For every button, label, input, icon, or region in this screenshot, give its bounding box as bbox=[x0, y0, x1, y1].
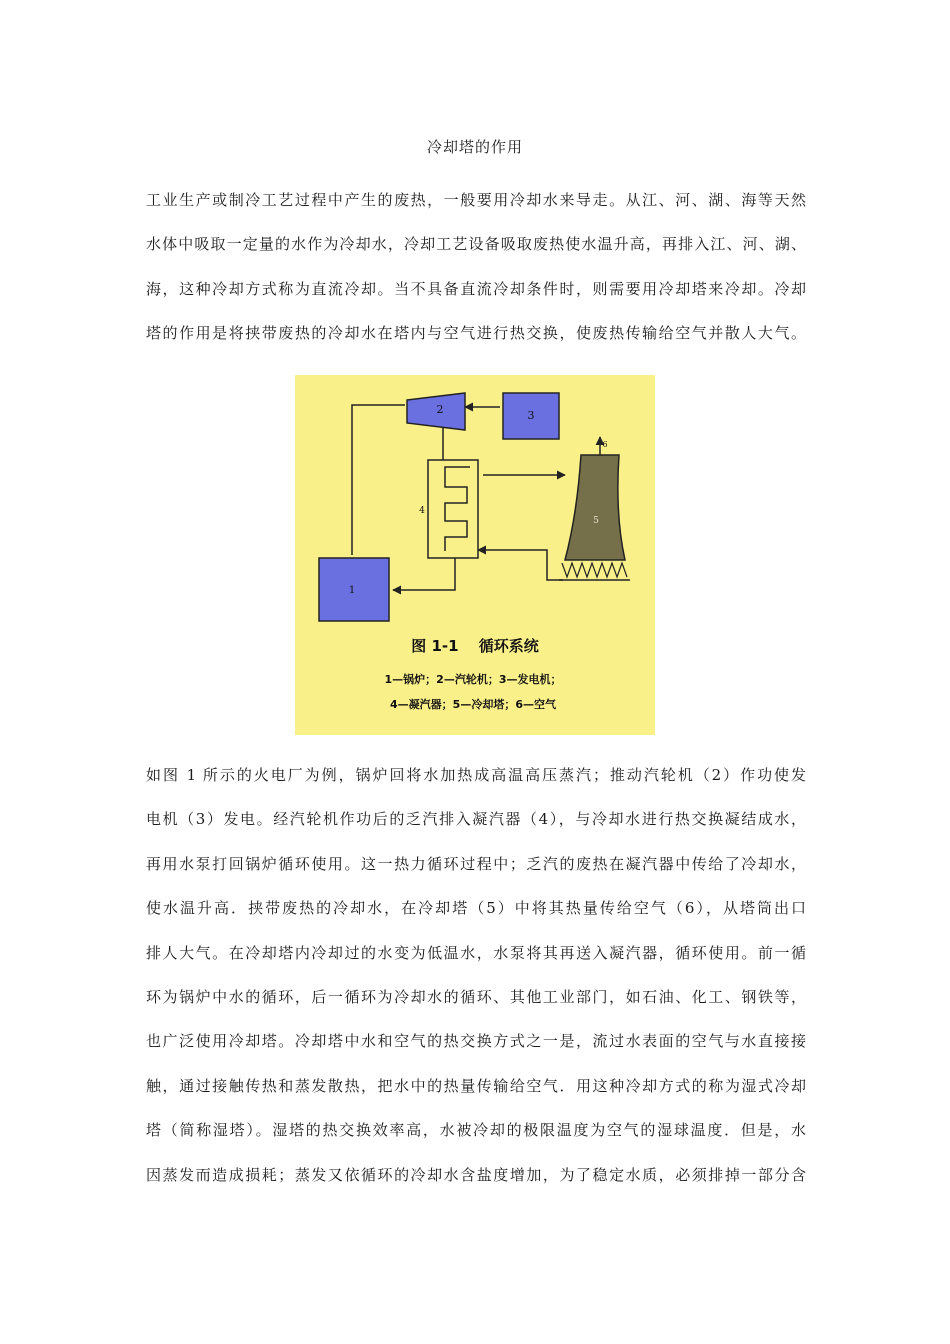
air-label: 6 bbox=[602, 440, 608, 449]
tower-label: 5 bbox=[593, 516, 599, 526]
text-line: 水体中吸取一定量的水作为冷却水，冷却工艺设备吸取废热使水温升高，再排入江、河、湖、 bbox=[146, 235, 806, 254]
turbine-label: 2 bbox=[436, 403, 444, 416]
paragraph-intro bbox=[146, 191, 806, 369]
text-line: 环为锅炉中水的循环，后一循环为冷却水的循环、其他工业部门，如石油、化工、钢铁等， bbox=[146, 987, 806, 1006]
condenser-label: 4 bbox=[419, 506, 425, 516]
text-line: 触，通过接触传热和蒸发散热，把水中的热量传输给空气．用这种冷却方式的称为湿式冷却 bbox=[146, 1076, 806, 1095]
condenser bbox=[428, 460, 478, 558]
boiler-label: 1 bbox=[348, 585, 356, 596]
figure-legend-line-1: 1—锅炉；2—汽轮机；3—发电机； bbox=[384, 673, 562, 686]
text-line: 工业生产或制冷工艺过程中产生的废热，一般要用冷却水来导走。从江、河、湖、海等天然 bbox=[146, 191, 806, 209]
generator-label: 3 bbox=[527, 409, 535, 422]
text-line: 因蒸发而造成损耗；蒸发又依循环的冷却水含盐度增加，为了稳定水质，必须排掉一部分含 bbox=[146, 1165, 806, 1184]
page-title: 冷却塔的作用 bbox=[426, 138, 523, 156]
text-line: 再用水泵打回锅炉循环使用。这一热力循环过程中；乏汽的废热在凝汽器中传给了冷却水， bbox=[146, 854, 806, 873]
text-line: 塔的作用是将挟带废热的冷却水在塔内与空气进行热交换，使废热传输给空气并散人大气。 bbox=[146, 324, 806, 343]
text-line: 使水温升高．挟带废热的冷却水，在冷却塔（5）中将其热量传给空气（6），从塔筒出口 bbox=[146, 899, 806, 918]
text-line: 海，这种冷却方式称为直流冷却。当不具备直流冷却条件时，则需要用冷却塔来冷却。冷却 bbox=[146, 279, 806, 298]
text-line: 如图 1 所示的火电厂为例，锅炉回将水加热成高温高压蒸汽；推动汽轮机（2）作功使发 bbox=[146, 766, 806, 784]
circulation-diagram bbox=[295, 375, 655, 735]
paragraph-explanation bbox=[146, 766, 806, 1210]
text-line: 电机（3）发电。经汽轮机作功后的乏汽排入凝汽器（4），与冷却水进行热交换凝结成水， bbox=[146, 810, 806, 829]
figure-caption-title: 图 1-1 循环系统 bbox=[411, 637, 539, 655]
figure-legend-line-2: 4—凝汽器；5—冷却塔；6—空气 bbox=[390, 698, 556, 711]
text-line: 塔（简称湿塔）。湿塔的热交换效率高，水被冷却的极限温度为空气的湿球温度．但是，水 bbox=[146, 1121, 806, 1140]
text-line: 排人大气。在冷却塔内冷却过的水变为低温水，水泵将其再送入凝汽器，循环使用。前一循 bbox=[146, 943, 806, 962]
circulation-system-figure bbox=[295, 375, 655, 735]
text-line: 也广泛使用冷却塔。冷却塔中水和空气的热交换方式之一是，流过水表面的空气与水直接接 bbox=[146, 1032, 806, 1051]
